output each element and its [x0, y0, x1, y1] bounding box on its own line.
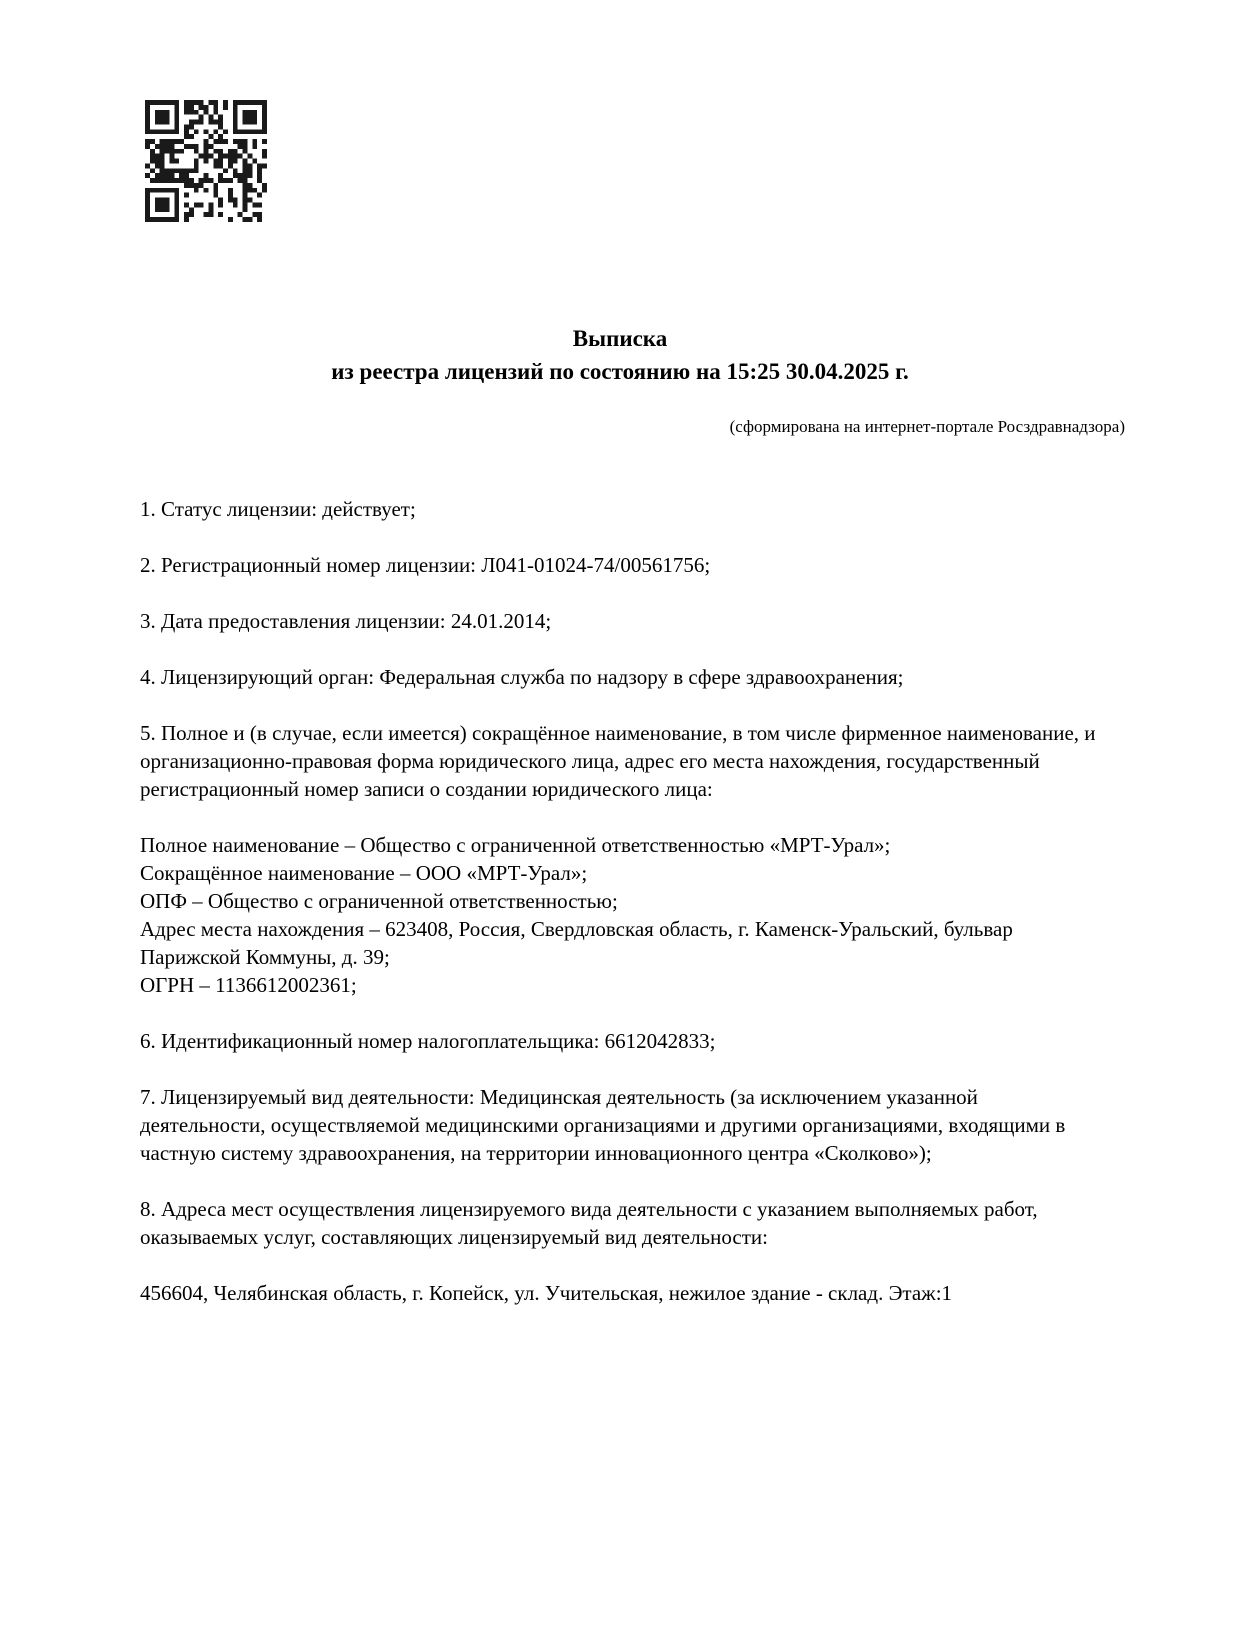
document-title	[0, 322, 1240, 388]
paragraph-registration-number: 2. Регистрационный номер лицензии: Л041-01024-74/00561756;	[140, 553, 711, 577]
paragraph-inn: 6. Идентификационный номер налогоплательщика: 6612042833;	[140, 1029, 716, 1053]
org-legal-form: ОПФ – Общество с ограниченной ответственностью;	[140, 889, 618, 913]
org-ogrn: ОГРН – 1136612002361;	[140, 973, 357, 997]
paragraph-grant-date: 3. Дата предоставления лицензии: 24.01.2014;	[140, 609, 552, 633]
paragraph-org-info-heading: 5. Полное и (в случае, если имеется) сокращённое наименование, в том числе фирменное наименование, и организационно-правовая форма юридического лица, адрес его места нахождения, государственный регистрационный номер записи о создании юридического лица:	[140, 721, 1096, 801]
qr-code-image	[145, 100, 267, 222]
document-title-line2: из реестра лицензий по состоянию на 15:25 30.04.2025 г.	[331, 359, 909, 384]
paragraph-addresses-heading: 8. Адреса мест осуществления лицензируемого вида деятельности с указанием выполняемых работ, оказываемых услуг, составляющих лицензируемый вид деятельности:	[140, 1197, 1038, 1249]
paragraph-licensing-authority: 4. Лицензирующий орган: Федеральная служба по надзору в сфере здравоохранения;	[140, 665, 904, 689]
generation-note: (сформирована на интернет-портале Росздравнадзора)	[729, 417, 1125, 436]
org-full-name: Полное наименование – Общество с ограниченной ответственностью «МРТ-Урал»;	[140, 833, 891, 857]
paragraph-license-status: 1. Статус лицензии: действует;	[140, 497, 416, 521]
paragraph-address-entry: 456604, Челябинская область, г. Копейск, ул. Учительская, нежилое здание - склад. Этаж:1	[140, 1281, 953, 1305]
paragraph-licensed-activity: 7. Лицензируемый вид деятельности: Медицинская деятельность (за исключением указанной деятельности, осуществляемой медицинскими организациями и другими организациями, входящими в частную систему здравоохранения, на территории инновационного центра «Сколково»);	[140, 1085, 1066, 1165]
org-address: Адрес места нахождения – 623408, Россия, Свердловская область, г. Каменск-Уральский, бульвар Парижской Коммуны, д. 39;	[140, 917, 1013, 969]
document-title-line1: Выписка	[572, 326, 668, 351]
org-short-name: Сокращённое наименование – ООО «МРТ-Урал»;	[140, 861, 588, 885]
qr-code	[145, 100, 267, 222]
org-details-block	[140, 831, 1102, 999]
document-body	[140, 495, 1102, 1335]
